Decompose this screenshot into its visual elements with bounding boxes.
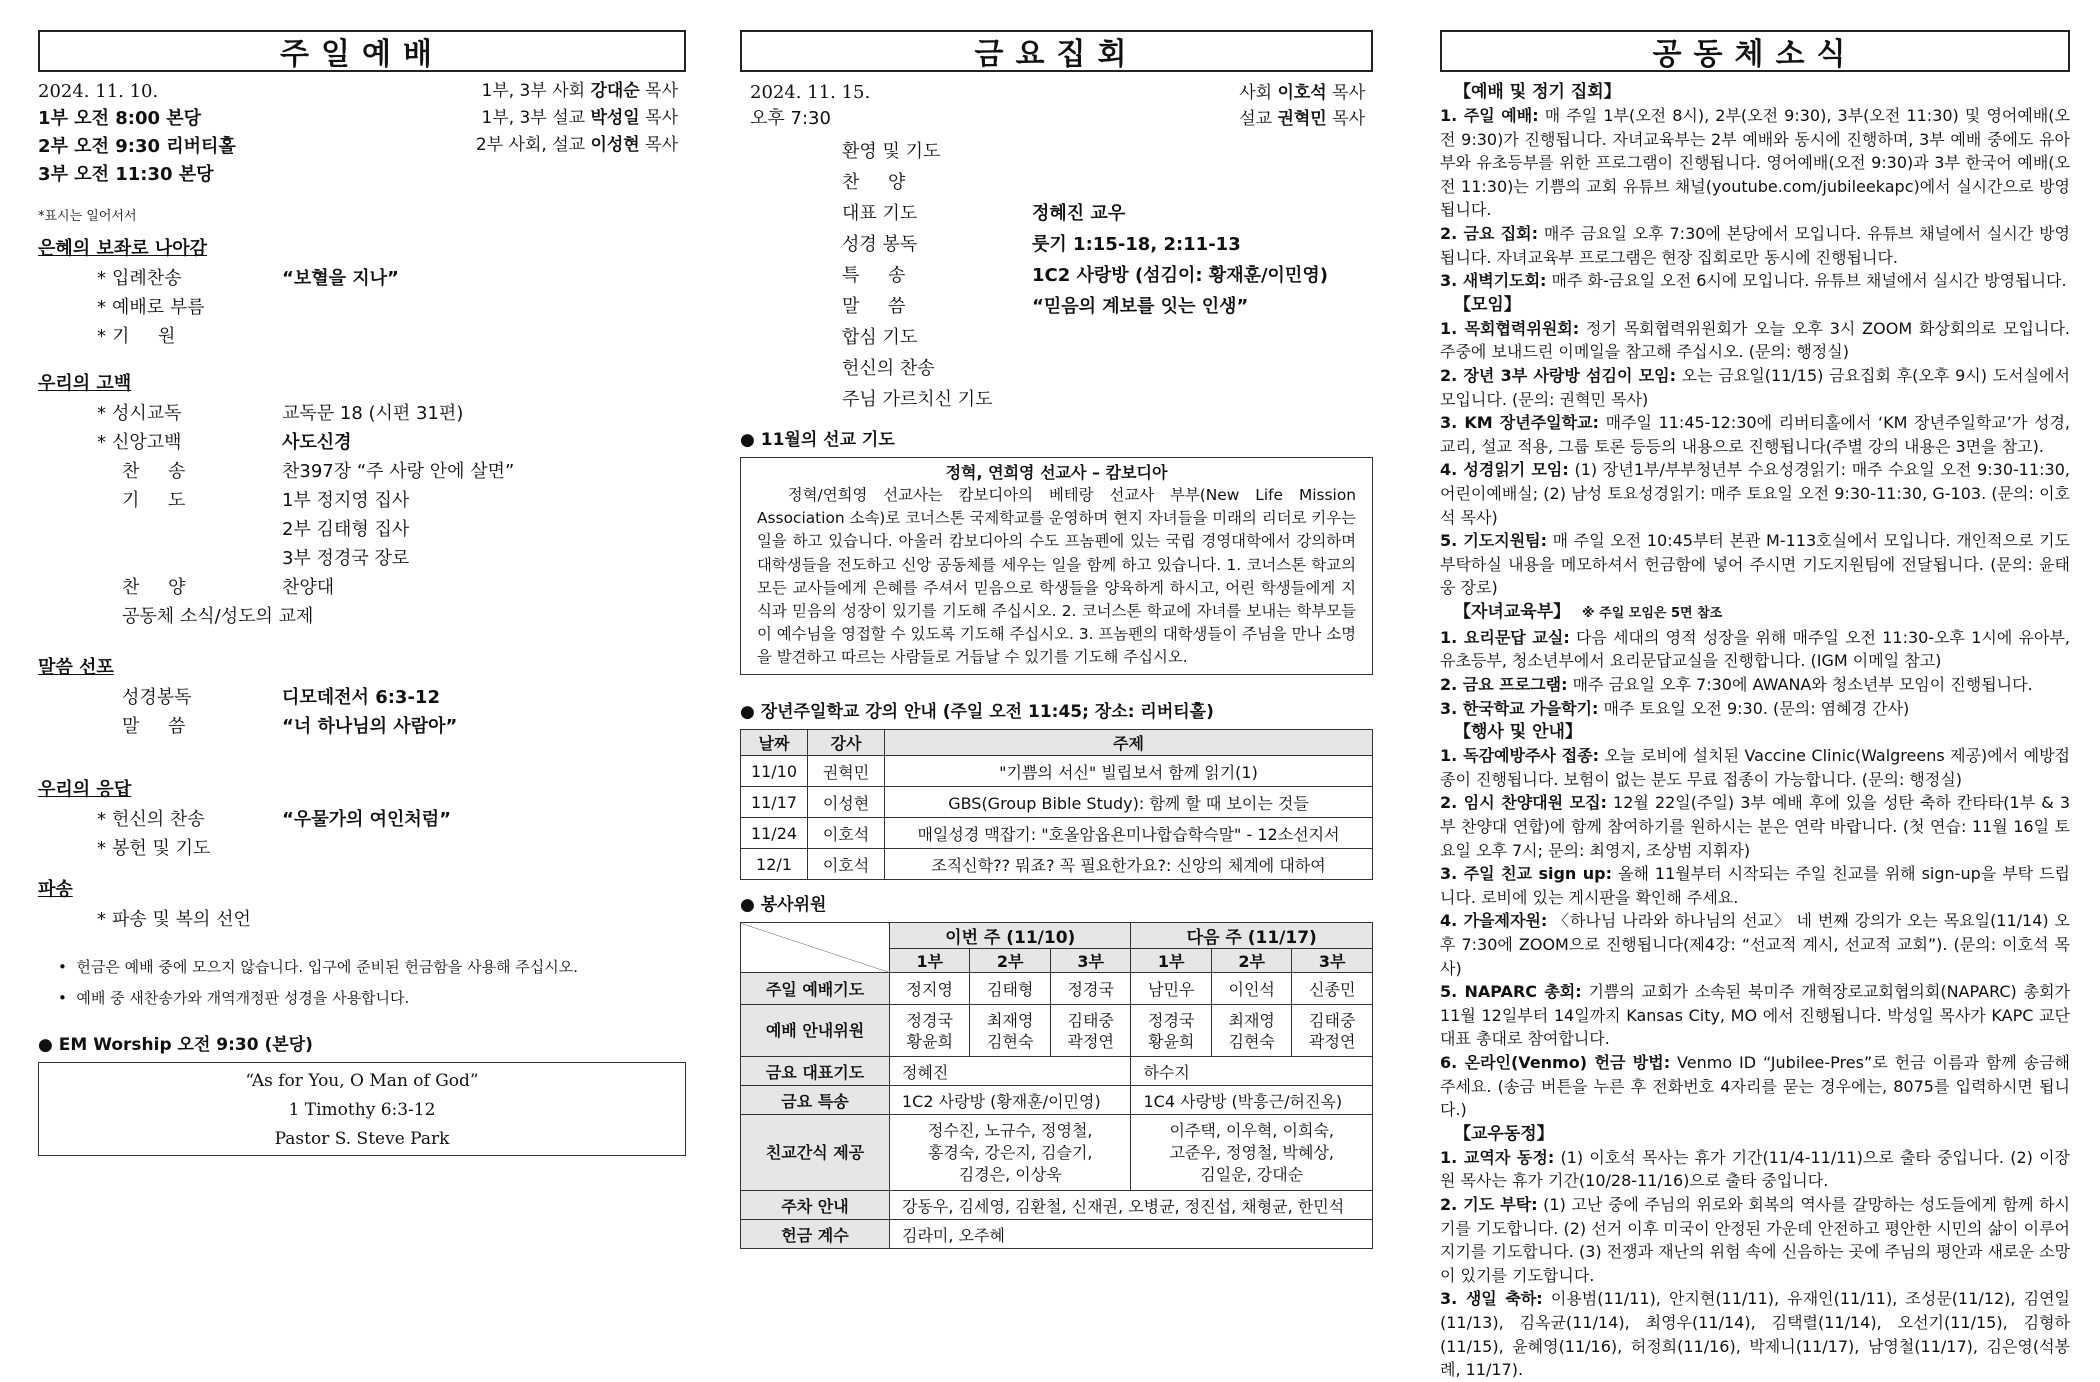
news-heading: 【교우동정】 xyxy=(1454,1123,1554,1144)
table-row: 주차 안내 강동우, 김세영, 김환철, 신재권, 오병균, 정진섭, 채형균, 한민석 xyxy=(741,1191,1373,1220)
order-item: 말 씀 “믿음의 계보를 잇는 인생” xyxy=(842,296,1249,317)
column-header: 1부 xyxy=(890,949,970,973)
order-item: 찬 양 찬양대 xyxy=(122,577,335,598)
friday-time: 오후 7:30 xyxy=(750,108,831,129)
service-time: 3부 오전 11:30 본당 xyxy=(38,164,214,185)
news-item: 4. 성경읽기 모임: (1) 장년1부/부부청년부 수요성경읽기: 매주 수요일 오전 9:30-11:30, 어린이예배실; (2) 남성 토요성경읽기: 매주 토요일 오전 9:30-11:30, G-103. (문의: 이호석 목사) xyxy=(1440,460,2070,527)
news-item: 1. 목회협력위원회: 정기 목회협력위원회가 오늘 오후 3시 ZOOM 화상회의로 모입니다. 주중에 보내드린 이메일을 참고해 주십시오. (문의: 행정실) xyxy=(1440,318,2070,362)
column-header: 1부 xyxy=(1131,949,1211,973)
table-row: 11/10 권혁민 "기쁨의 서신" 빌립보서 함께 읽기(1) xyxy=(741,756,1373,787)
worship-date: 2024. 11. 10. xyxy=(38,81,159,102)
news-item: 2. 장년 3부 사랑방 섬김이 모임: 오는 금요일(11/15) 금요집회 후(오후 9시) 도서실에서 모입니다. (문의: 권혁민 목사) xyxy=(1440,365,2070,409)
table-row: 헌금 계수 김라미, 오주혜 xyxy=(741,1220,1373,1249)
stand-note: *표시는 일어서서 xyxy=(38,209,137,224)
column-header: 다음 주 (11/17) xyxy=(1131,923,1373,949)
order-item: 2부 김태형 집사 xyxy=(282,519,410,540)
order-item: * 입례찬송 “보혈을 지나” xyxy=(97,268,399,289)
service-time: 2부 오전 9:30 리버티홀 xyxy=(38,136,236,157)
column-header: 3부 xyxy=(1050,949,1131,973)
table-row: 금요 특송 1C2 사랑방 (황재훈/이민영) 1C4 사랑방 (박흥근/허진옥) xyxy=(741,1086,1373,1115)
table-row: 11/17 이성현 GBS(Group Bible Study): 함께 할 때 보이는 것들 xyxy=(741,787,1373,818)
order-item: 대표 기도 정혜진 교우 xyxy=(842,203,1126,224)
leader-line: 1부, 3부 사회 강대순 목사 xyxy=(481,81,678,101)
order-item: 3부 정경국 장로 xyxy=(282,548,410,569)
news-subnote: ※ 주일 모임은 5면 참조 xyxy=(1581,605,1723,621)
mission-prayer-box xyxy=(740,457,1373,675)
order-item: 찬 양 xyxy=(842,172,906,193)
order-item: 말 씀 “너 하나님의 사람아” xyxy=(122,716,458,737)
news-item: 6. 온라인(Venmo) 헌금 방법: Venmo ID “Jubilee-Pres”로 헌금 이름과 함께 송금해 주세요. (송금 버튼을 누른 후 전화번호 4자리를 묻는 경우에는, 8075를 입력하시면 됩니다.) xyxy=(1440,1052,2070,1120)
table-row: 주일 예배기도 정지영 김태형 정경국 남민우 이인석 신종민 xyxy=(741,973,1373,1005)
news-block xyxy=(1440,293,2070,600)
sunday-worship-header: 주일예배 xyxy=(38,30,686,72)
news-item: 1. 요리문답 교실: 다음 세대의 영적 성장을 위해 매주일 오전 11:30-오후 1시에 유아부, 유초등부, 청소년부에서 요리문답교실을 진행합니다. (IGM 이메일 참고) xyxy=(1440,627,2070,671)
missionary-name: 정혁, 연희영 선교사 – 캄보디아 xyxy=(945,463,1168,482)
note-item: • 헌금은 예배 중에 모으지 않습니다. 입구에 준비된 헌금함을 사용해 주십시오. xyxy=(58,958,579,976)
news-heading: 【행사 및 안내】 xyxy=(1454,722,1582,743)
order-item: 공동체 소식/성도의 교제 xyxy=(122,606,314,627)
news-block xyxy=(1440,600,2070,720)
column-header: 강사 xyxy=(808,730,885,756)
community-news-column xyxy=(1440,30,2070,1382)
em-pastor: Pastor S. Steve Park xyxy=(274,1129,450,1149)
news-heading: 【예배 및 정기 집회】 xyxy=(1454,82,1621,102)
friday-date: 2024. 11. 15. xyxy=(750,82,871,103)
em-sermon-title: “As for You, O Man of God” xyxy=(245,1071,479,1091)
order-item: 주님 가르치신 기도 xyxy=(842,389,993,410)
news-item: 1. 주일 예배: 매 주일 1부(오전 8시), 2부(오전 9:30), 3부(오전 11:30) 및 영어예배(오전 9:30)가 진행됩니다. 자녀교육부는 2부 예배와 동시에 진행하며, 3부 예배 중에도 유아부와 유초등부를 위한 프로그램이 진행됩니다. 영어예배(오전 9:30)과 3부 한국어 예배(오전 11:30)는 기쁨의 교회 유튜브 채널(youtube.com/jubileekapc)에서 실시간으로 방영됩니다. xyxy=(1440,106,2070,220)
table-row: 친교간식 제공 정수진, 노규수, 정영철, 홍경숙, 강은지, 김슬기, 김경은, 이상욱 이주택, 이우혁, 이희숙, 고준우, 정영철, 박혜상, 김일운, 강대순 xyxy=(741,1115,1373,1191)
leader-line: 1부, 3부 설교 박성일 목사 xyxy=(481,108,678,128)
order-item: * 성시교독 교독문 18 (시편 31편) xyxy=(97,403,464,424)
news-item: 3. 주일 친교 sign up: 올해 11월부터 시작되는 주일 친교를 위해 sign-up을 부탁 드립니다. 로비에 있는 게시판을 확인해 주세요. xyxy=(1440,864,2071,907)
news-item: 3. 새벽기도회: 매주 화-금요일 오전 6시에 모입니다. 유튜브 채널에서 실시간 방영됩니다. xyxy=(1440,271,2067,291)
column-header: 2부 xyxy=(970,949,1050,973)
column-header: 주제 xyxy=(885,730,1373,756)
order-item: * 신앙고백 사도신경 xyxy=(97,432,352,453)
diagonal-corner-cell xyxy=(741,923,890,973)
table-row: 예배 안내위원 정경국 황윤희 최재영 김현숙 김태중 곽정연 정경국 황윤희 최재영 김현숙 김태중 곽정연 xyxy=(741,1005,1373,1057)
news-item: 5. 기도지원팀: 매 주일 오전 10:45부터 본관 M-113호실에서 모입니다. 개인적으로 기도 부탁하실 내용을 메모하셔서 헌금함에 넣어 주시면 기도지원팀에 전달됩니다. (문의: 윤태웅 장로) xyxy=(1440,531,2070,598)
leader-line: 2부 사회, 설교 이성현 목사 xyxy=(475,135,678,155)
order-item: * 봉헌 및 기도 xyxy=(97,838,211,859)
order-item: 성경봉독 디모데전서 6:3-12 xyxy=(122,687,440,708)
volunteers-table xyxy=(740,922,1373,1249)
section-title: 은혜의 보좌로 나아감 xyxy=(38,238,208,259)
friday-meeting-column xyxy=(740,30,1373,1249)
news-item: 2. 임시 찬양대원 모집: 12월 22일(주일) 3부 예배 후에 있을 성탄 축하 칸타타(1부 & 3부 찬양대 연합)에 함께 참여하기를 원하시는 분은 연락 바랍니다. (첫 연습: 11월 16일 토요일 오후 7시; 문의: 최영지, 조상범 지휘자) xyxy=(1440,793,2071,860)
news-heading: 【모임】 xyxy=(1454,294,1521,315)
order-item: 기 도 1부 정지영 집사 xyxy=(122,490,410,511)
news-item: 2. 금요 집회: 매주 금요일 오후 7:30에 본당에서 모입니다. 유튜브 채널에서 실시간 방영됩니다. 자녀교육부 프로그램은 현장 집회로만 동시에 진행됩니다. xyxy=(1440,223,2070,267)
order-item: 성경 봉독 룻기 1:15-18, 2:11-13 xyxy=(842,234,1241,255)
news-item: 4. 가을제자원: 〈하나님 나라와 하나님의 선교〉 네 번째 강의가 오는 목요일(11/14) 오후 7:30에 ZOOM으로 진행됩니다(제4강: “선교적 계시, 선교적 교회”). (문의: 이호석 목사) xyxy=(1440,911,2070,978)
order-item: 특 송 1C2 사랑방 (섬김이: 황재훈/이민영) xyxy=(842,265,1328,286)
table-row: 금요 대표기도 정혜진 하수지 xyxy=(741,1057,1373,1086)
mission-prayer-text: 정혁/연희영 선교사는 캄보디아의 베테랑 선교사 부부(New Life Mission Association 소속)로 코너스톤 국제학교를 운영하며 현지 자녀들을 미래의 리더로 키우는 일을 하고 있습니다. 아울러 캄보디아의 수도 프놈펜에 있는 국립 경영대학에서 강의하며 대학생들을 전도하고 신앙 공동체를 세우는 일을 함께 하고 있습니다. 1. 코너스톤 학교의 모든 교사들에게 은혜를 주셔서 믿음으로 학생들을 양육하게 하시고, 어린 학생들에게 지식과 믿음의 성장이 있기를 기도해 주십시오. 2. 코너스톤 학교에 자녀를 보내는 학부모들이 예수님을 영접할 수 있도록 기도해 주십시오. 3. 프놈펜의 대학생들이 주님을 만나 소명을 발견하고 따르는 사람들로 거듭날 수 있기를 기도해 주십시오. xyxy=(757,486,1356,667)
news-block xyxy=(1440,80,2070,293)
order-item: * 파송 및 복의 선언 xyxy=(97,909,251,930)
order-item: * 예배로 부름 xyxy=(97,297,205,318)
sunday-worship-column xyxy=(38,30,686,1156)
em-worship-title: ● EM Worship 오전 9:30 (본당) xyxy=(38,1035,313,1055)
news-item: 1. 교역자 동정: (1) 이호석 목사는 휴가 기간(11/4-11/11)으로 출타 중입니다. (2) 이장원 목사는 휴가 기간(10/28-11/16)으로 출타 중입니다. xyxy=(1440,1147,2070,1191)
order-item: * 헌신의 찬송 “우물가의 여인처럼” xyxy=(97,809,452,830)
section-title: 말씀 선포 xyxy=(38,657,114,678)
news-item: 1. 독감예방주사 접종: 오늘 로비에 설치된 Vaccine Clinic(Walgreens 제공)에서 예방접종이 진행됩니다. 보험이 없는 분도 무료 접종이 가능합니다. (문의: 행정실) xyxy=(1440,746,2070,789)
section-title: 파송 xyxy=(38,879,73,900)
section-title: 우리의 응답 xyxy=(38,779,132,800)
news-item: 3. KM 장년주일학교: 매주일 11:45-12:30에 리버티홀에서 ‘KM 장년주일학교’가 성경, 교리, 설교 적용, 그룹 토론 등등의 내용으로 진행됩니다(주별 강의 내용은 3면을 참고). xyxy=(1440,413,2070,456)
mission-prayer-title: ● 11월의 선교 기도 xyxy=(740,430,895,450)
news-item: 3. 생일 축하: 이용범(11/11), 안지현(11/11), 유재인(11/11), 조성문(11/12), 김연일(11/13), 김옥균(11/14), 최영우(11/14), 김택렬(11/14), 오선기(11/15), 김형하(11/15), 윤혜영(11/16), 허정희(11/16), 박제니(11/17), 남영철(11/17), 김은영(석봉례, 11/17). xyxy=(1440,1289,2070,1380)
note-item: • 예배 중 새찬송가와 개역개정판 성경을 사용합니다. xyxy=(58,989,410,1007)
column-header: 이번 주 (11/10) xyxy=(890,923,1131,949)
table-header-row xyxy=(741,730,1373,756)
community-news-header: 공동체소식 xyxy=(1440,30,2070,72)
leader-line: 설교 권혁민 목사 xyxy=(1239,109,1365,129)
worship-leaders xyxy=(476,78,678,159)
news-item: 2. 기도 부탁: (1) 고난 중에 주님의 위로와 회복의 역사를 갈망하는 성도들에게 함께 하시기를 기도합니다. (2) 선거 이후 미국이 안정된 가운데 안전하고 평안한 시민의 삶이 이루어지기를 기도합니다. (3) 전쟁과 재난의 위험 속에 신음하는 곳에 주님의 평안과 새로운 소망이 있기를 기도합니다. xyxy=(1440,1194,2070,1285)
friday-info xyxy=(740,80,1373,132)
table-header-row xyxy=(741,923,1373,949)
news-block xyxy=(1440,720,2070,1122)
order-item: * 기 원 xyxy=(97,326,176,347)
section-title: 우리의 고백 xyxy=(38,373,132,394)
table-row: 11/24 이호석 매일성경 맥잡기: "호올암옵욘미나합습학슥말" - 12소선지서 xyxy=(741,818,1373,849)
column-header: 3부 xyxy=(1292,949,1373,973)
news-item: 3. 한국학교 가을학기: 매주 토요일 오전 9:30. (문의: 염혜경 간사) xyxy=(1440,698,1910,718)
friday-order xyxy=(842,136,1373,415)
column-header: 날짜 xyxy=(741,730,808,756)
order-item: 환영 및 기도 xyxy=(842,141,941,162)
worship-info xyxy=(38,78,686,188)
news-item: 2. 금요 프로그램: 매주 금요일 오후 7:30에 AWANA와 청소년부 모임이 진행됩니다. xyxy=(1440,675,2033,695)
volunteers-title: ● 봉사위원 xyxy=(740,895,827,915)
column-header: 2부 xyxy=(1211,949,1291,973)
news-block xyxy=(1440,1122,2070,1382)
table-row: 12/1 이호석 조직신학?? 뭐죠? 꼭 필요한가요?: 신앙의 체계에 대하여 xyxy=(741,849,1373,880)
news-heading: 【자녀교육부】 ※ 주일 모임은 5면 참조 xyxy=(1454,601,1723,622)
adult-school-title: ● 장년주일학교 강의 안내 (주일 오전 11:45; 장소: 리버티홀) xyxy=(740,702,1214,722)
friday-meeting-header: 금요집회 xyxy=(740,30,1373,72)
worship-notes xyxy=(38,952,686,1014)
adult-school-table xyxy=(740,729,1373,880)
service-time: 1부 오전 8:00 본당 xyxy=(38,108,202,129)
leader-line: 사회 이호석 목사 xyxy=(1239,83,1365,103)
order-item: 찬 송 찬397장 “주 사랑 안에 살면” xyxy=(122,461,515,482)
em-passage: 1 Timothy 6:3-12 xyxy=(288,1100,436,1120)
em-worship-box xyxy=(38,1062,686,1156)
news-item: 5. NAPARC 총회: 기쁨의 교회가 소속된 북미주 개혁장로교회협의회(NAPARC) 총회가 11월 12일부터 14일까지 Kansas City, MO 에서 진행됩니다. 박성일 목사가 KAPC 교단 대표 총대로 참여합니다. xyxy=(1440,982,2070,1049)
order-item: 헌신의 찬송 xyxy=(842,358,935,379)
order-item: 합심 기도 xyxy=(842,327,918,348)
